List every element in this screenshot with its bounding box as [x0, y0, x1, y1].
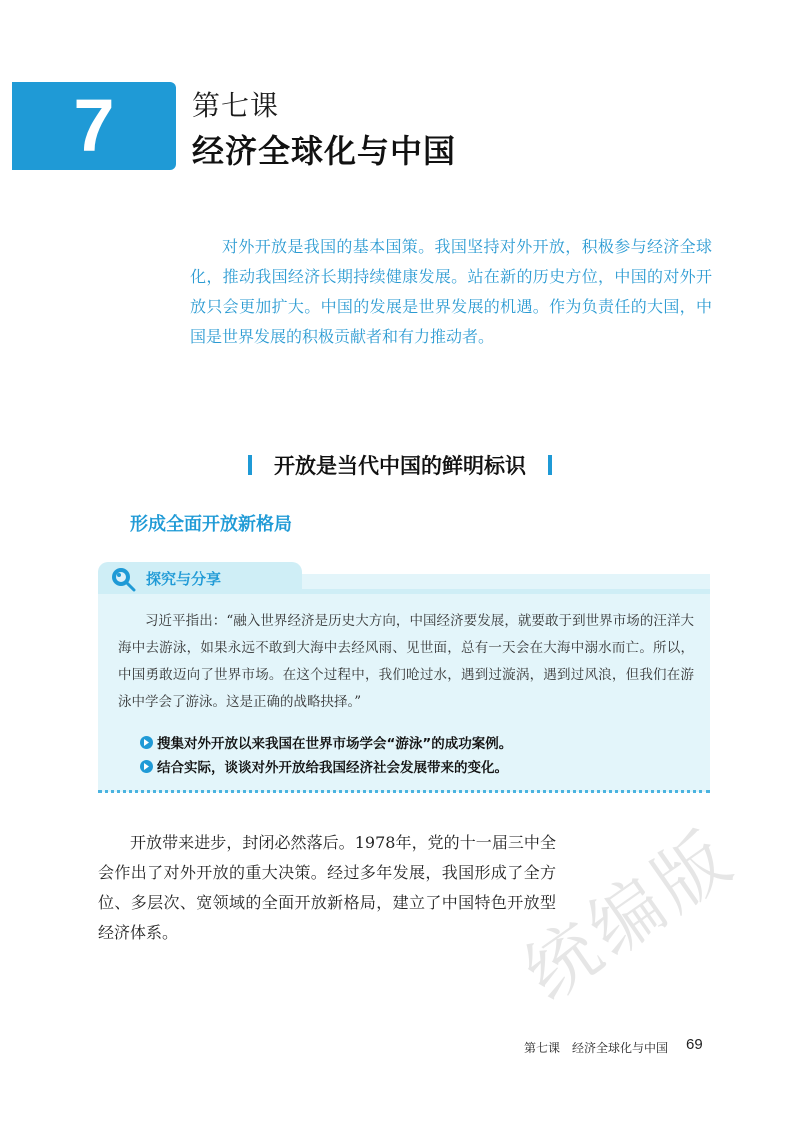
body-paragraph: 开放带来进步，封闭必然落后。1978年，党的十一届三中全会作出了对外开放的重大决策。经过多年发展，我国形成了全方位、多层次、宽领域的全面开放新格局，建立了中国特色开放型经济体系。: [98, 833, 556, 942]
explore-task: [140, 756, 508, 776]
running-footer-title: 第七课 经济全球化与中国: [524, 1041, 669, 1055]
chapter-number-block: [12, 82, 176, 170]
intro-paragraph: 对外开放是我国的基本国策。我国坚持对外开放，积极参与经济全球化，推动我国经济长期持续健康发展。站在新的历史方位，中国的对外开放只会更加扩大。中国的发展是世界发展的机遇。作为负责任的大国，中国是世界发展的积极贡献者和有力推动者。: [190, 237, 712, 346]
magnifier-globe-icon: [110, 566, 136, 592]
arrow-right-icon: [140, 736, 153, 749]
chapter-number: 7: [73, 84, 115, 167]
explore-title: 探究与分享: [146, 570, 222, 588]
lesson-title: 经济全球化与中国: [192, 132, 457, 170]
explore-task-text: 结合实际，谈谈对外开放给我国经济社会发展带来的变化。: [157, 760, 508, 776]
heading-bar-right: [548, 455, 552, 475]
page-number: 69: [686, 1036, 703, 1053]
watermark: 统编版: [509, 813, 750, 1017]
heading-bar-left: [248, 455, 252, 475]
explore-task-text: 搜集对外开放以来我国在世界市场学会“游泳”的成功案例。: [157, 736, 513, 752]
explore-task: [140, 732, 512, 752]
explore-box-top-band: [302, 589, 710, 594]
section-title: 开放是当代中国的鲜明标识: [274, 454, 526, 478]
subsection-title: 形成全面开放新格局: [130, 514, 292, 535]
section-heading: [0, 450, 800, 480]
explore-quote: 习近平指出：“融入世界经济是历史大方向，中国经济要发展，就要敢于到世界市场的汪洋大海中去游泳，如果永远不敢到大海中去经风雨、见世面，总有一天会在大海中溺水而亡。所以，中国勇敢迈向了世界市场。在这个过程中，我们呛过水，遇到过漩涡，遇到过风浪，但我们在游泳中学会了游泳。这是正确的战略抉择。”: [118, 613, 694, 710]
arrow-right-icon: [140, 760, 153, 773]
lesson-label: 第七课: [192, 89, 280, 122]
